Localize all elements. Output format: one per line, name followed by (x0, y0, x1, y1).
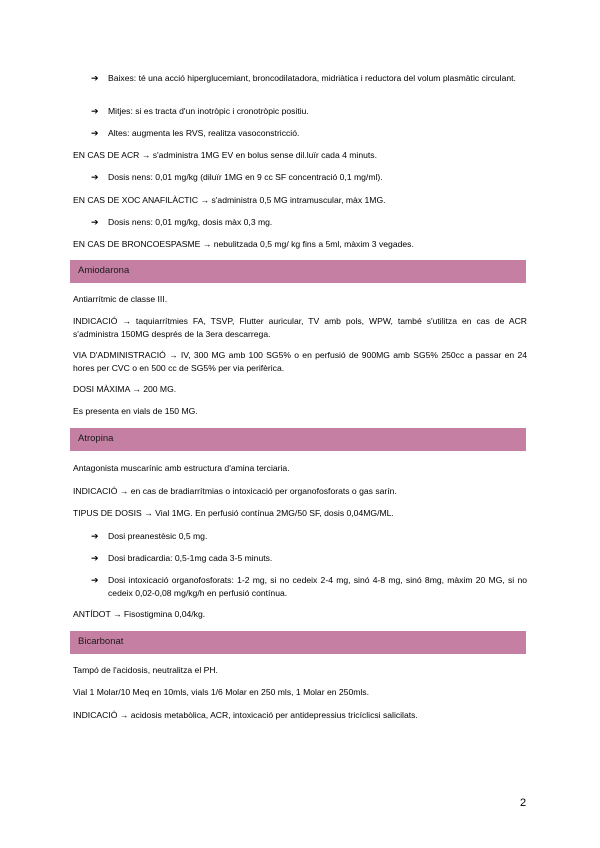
atropina-p2: INDICACIÓ → en cas de bradiarrítmias o intoxicació per organofosforats o gas sarín. (73, 486, 397, 496)
atropina-p1: Antagonista muscarínic amb estructura d'amina terciaria. (73, 463, 290, 473)
acr-line: EN CAS DE ACR → s'administra 1MG EV en bolus sense dil.luïr cada 4 minuts. (73, 150, 377, 160)
bullet-mitjes: Mitjes: si es tracta d'un inotròpic i cronotròpic positiu. (108, 106, 309, 116)
bullet-altes: Altes: augmenta les RVS, realitza vasoconstricció. (108, 128, 300, 138)
bullet-acr-nens: Dosis nens: 0,01 mg/kg (diluïr 1MG en 9 cc SF concentració 0,1 mg/ml). (108, 172, 383, 182)
bicarbonat-p3: INDICACIÓ → acidosis metabòlica, ACR, intoxicació per antidepressius tricíclicsi salicilats. (73, 710, 418, 720)
arrow-bullet-icon: ➔ (91, 128, 99, 138)
atropina-bullet-bradicardia: Dosi bradicardia: 0,5-1mg cada 3-5 minuts. (108, 553, 273, 563)
bicarbonat-p1: Tampó de l'acidosis, neutralitza el PH. (73, 665, 218, 675)
arrow-bullet-icon: ➔ (91, 531, 99, 541)
amiodarona-p5: Es presenta en vials de 150 MG. (73, 406, 198, 416)
section-header-atropina (70, 428, 526, 451)
section-title: Bicarbonat (78, 636, 124, 647)
atropina-bullet-preanestesic: Dosi preanestèsic 0,5 mg. (108, 531, 208, 541)
atropina-p3: TIPUS DE DOSIS → Vial 1MG. En perfusió contínua 2MG/50 SF, dosis 0,04MG/ML. (73, 508, 394, 518)
arrow-bullet-icon: ➔ (91, 553, 99, 563)
arrow-bullet-icon: ➔ (91, 575, 99, 585)
section-title: Atropina (78, 433, 114, 444)
section-header-bicarbonat (70, 631, 526, 654)
page-number: 2 (520, 797, 527, 809)
arrow-bullet-icon: ➔ (91, 73, 99, 83)
amiodarona-p1: Antiarrítmic de classe III. (73, 294, 168, 304)
amiodarona-p3: VIA D'ADMINISTRACIÓ → IV, 300 MG amb 100 SG5% o en perfusió de 900MG amb SG5% 250cc a passar en 24 hores per CVC o en 500 cc de SG5% per via perifèrica. (73, 350, 527, 373)
bullet-xoc-nens: Dosis nens: 0,01 mg/kg, dosis màx 0,3 mg. (108, 217, 273, 227)
arrow-bullet-icon: ➔ (91, 217, 99, 227)
section-header-amiodarona (70, 260, 526, 283)
amiodarona-p2: INDICACIÓ → taquiarrítmies FA, TSVP, Flutter auricular, TV amb pols, WPW, també s'utilitza en cas de ACR s'administra 150MG després de la 3era descarrega. (73, 316, 527, 339)
atropina-bullet-organofosforats: Dosi intoxicació organofosforats: 1-2 mg, si no cedeix 2-4 mg, sinó 4-8 mg, sinó 8mg, màxim 20 MG, si no cedeix 0,02-0,08 mg/kg/h en perfusió contínua. (108, 575, 527, 598)
arrow-bullet-icon: ➔ (91, 172, 99, 182)
broncoespasme-line: EN CAS DE BRONCOESPASME → nebulitzada 0,5 mg/ kg fins a 5ml, màxim 3 vegades. (73, 239, 414, 249)
xoc-line: EN CAS DE XOC ANAFILÀCTIC → s'administra 0,5 MG intramuscular, màx 1MG. (73, 195, 386, 205)
amiodarona-p4: DOSI MÀXIMA → 200 MG. (73, 384, 177, 394)
bicarbonat-p2: Vial 1 Molar/10 Meq en 10mls, vials 1/6 Molar en 250 mls, 1 Molar en 250mls. (73, 687, 369, 697)
bullet-baixes: Baixes: té una acció hiperglucemiant, broncodilatadora, midriàtica i reductora del volum plasmàtic circulant. (108, 73, 516, 83)
section-title: Amiodarona (78, 265, 130, 276)
atropina-p4: ANTÍDOT → Fisostigmina 0,04/kg. (73, 609, 206, 619)
arrow-bullet-icon: ➔ (91, 106, 99, 116)
